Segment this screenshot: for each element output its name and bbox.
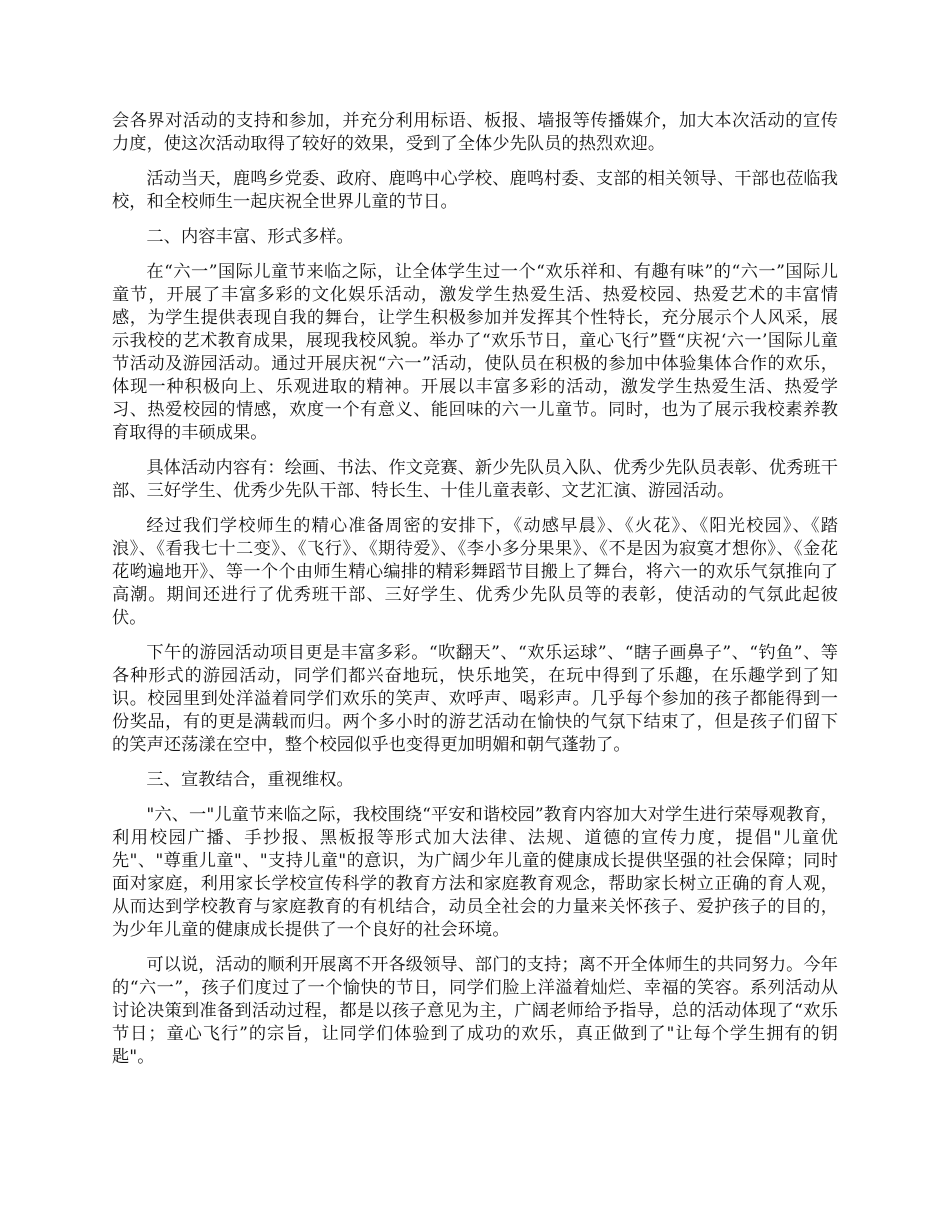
paragraph-activity-list: 具体活动内容有：绘画、书法、作文竞赛、新少先队员入队、优秀少先队员表彰、优秀班干部、三好学生、优秀少先队干部、特长生、十佳儿童表彰、文艺汇演、游园活动。 [112, 458, 838, 501]
paragraph-garden-games: 下午的游园活动项目更是丰富多彩。“吹翻天”、“欢乐运球”、“瞎子画鼻子”、“钓鱼”、等各种形式的游园活动，同学们都兴奋地玩，快乐地笑，在玩中得到了乐趣，在乐趣学到了知识。校园里到处洋溢着同学们欢乐的笑声、欢呼声、喝彩声。几乎每个参加的孩子都能得到一份奖品，有的更是满载而归。两个多小时的游艺活动在愉快的气氛下结束了，但是孩子们留下的笑声还荡漾在空中，整个校园似乎也变得更加明媚和朝气蓬勃了。 [112, 643, 838, 755]
paragraph-performances: 经过我们学校师生的精心准备周密的安排下，《动感早晨》、《火花》、《阳光校园》、《踏浪》、《看我七十二变》、《飞行》、《期待爱》、《李小多分果果》、《不是因为寂寞才想你》、《金花花哟遍地开》、等一个个由师生精心编排的精彩舞蹈节目搬上了舞台，将六一的欢乐气氛推向了高潮。期间还进行了优秀班干部、三好学生、优秀少先队员等的表彰，使活动的气氛此起彼伏。 [112, 516, 838, 628]
paragraph-continuation: 会各界对活动的支持和参加，并充分利用标语、板报、墙报等传播媒介，加大本次活动的宣传力度，使这次活动取得了较好的效果，受到了全体少先队员的热烈欢迎。 [112, 111, 838, 154]
paragraph-education: "六、一"儿童节来临之际，我校围绕“平安和谐校园”教育内容加大对学生进行荣辱观教育，利用校园广播、手抄报、黑板报等形式加大法律、法规、道德的宣传力度，提倡"儿童优先"、"尊重儿童"、"支持儿童"的意识，为广阔少年儿童的健康成长提供坚强的社会保障；同时面对家庭，利用家长学校宣传科学的教育方法和家庭教育观念，帮助家长树立正确的育人观，从而达到学校教育与家庭教育的有机结合，动员全社会的力量来关怀孩子、爱护孩子的目的，为少年儿童的健康成长提供了一个良好的社会环境。 [112, 805, 838, 940]
paragraph-event-day: 活动当天，鹿鸣乡党委、政府、鹿鸣中心学校、鹿鸣村委、支部的相关领导、干部也莅临我校，和全校师生一起庆祝全世界儿童的节日。 [112, 169, 838, 212]
paragraph-conclusion: 可以说，活动的顺利开展离不开各级领导、部门的支持；离不开全体师生的共同努力。今年的“六一”，孩子们度过了一个愉快的节日，同学们脸上洋溢着灿烂、幸福的笑容。系列活动从讨论决策到准备到活动过程，都是以孩子意见为主，广阔老师给予指导，总的活动体现了“欢乐节日；童心飞行”的宗旨，让同学们体验到了成功的欢乐，真正做到了"让每个学生拥有的钥匙"。 [112, 955, 838, 1067]
section-heading-content: 二、内容丰富、形式多样。 [146, 227, 354, 247]
section-heading-rights: 三、宣教结合，重视维权。 [146, 770, 354, 790]
paragraph-activities-overview: 在“六一”国际儿童节来临之际，让全体学生过一个“欢乐祥和、有趣有味”的“六一”国际儿童节，开展了丰富多彩的文化娱乐活动，激发学生热爱生活、热爱校园、热爱艺术的丰富情感，为学生提供表现自我的舞台，让学生积极参加并发挥其个性特长，充分展示个人风采，展示我校的艺术教育成果，展现我校风貌。举办了“欢乐节日，童心飞行”暨“庆祝‘六一’国际儿童节活动及游园活动。通过开展庆祝“六一”活动，使队员在积极的参加中体验集体合作的欢乐，体现一种积极向上、乐观进取的精神。开展以丰富多彩的活动，激发学生热爱生活、热爱学习、热爱校园的情感，欢度一个有意义、能回味的六一儿童节。同时，也为了展示我校素养教育取得的丰硕成果。 [112, 262, 838, 443]
document-body [112, 110, 838, 1081]
